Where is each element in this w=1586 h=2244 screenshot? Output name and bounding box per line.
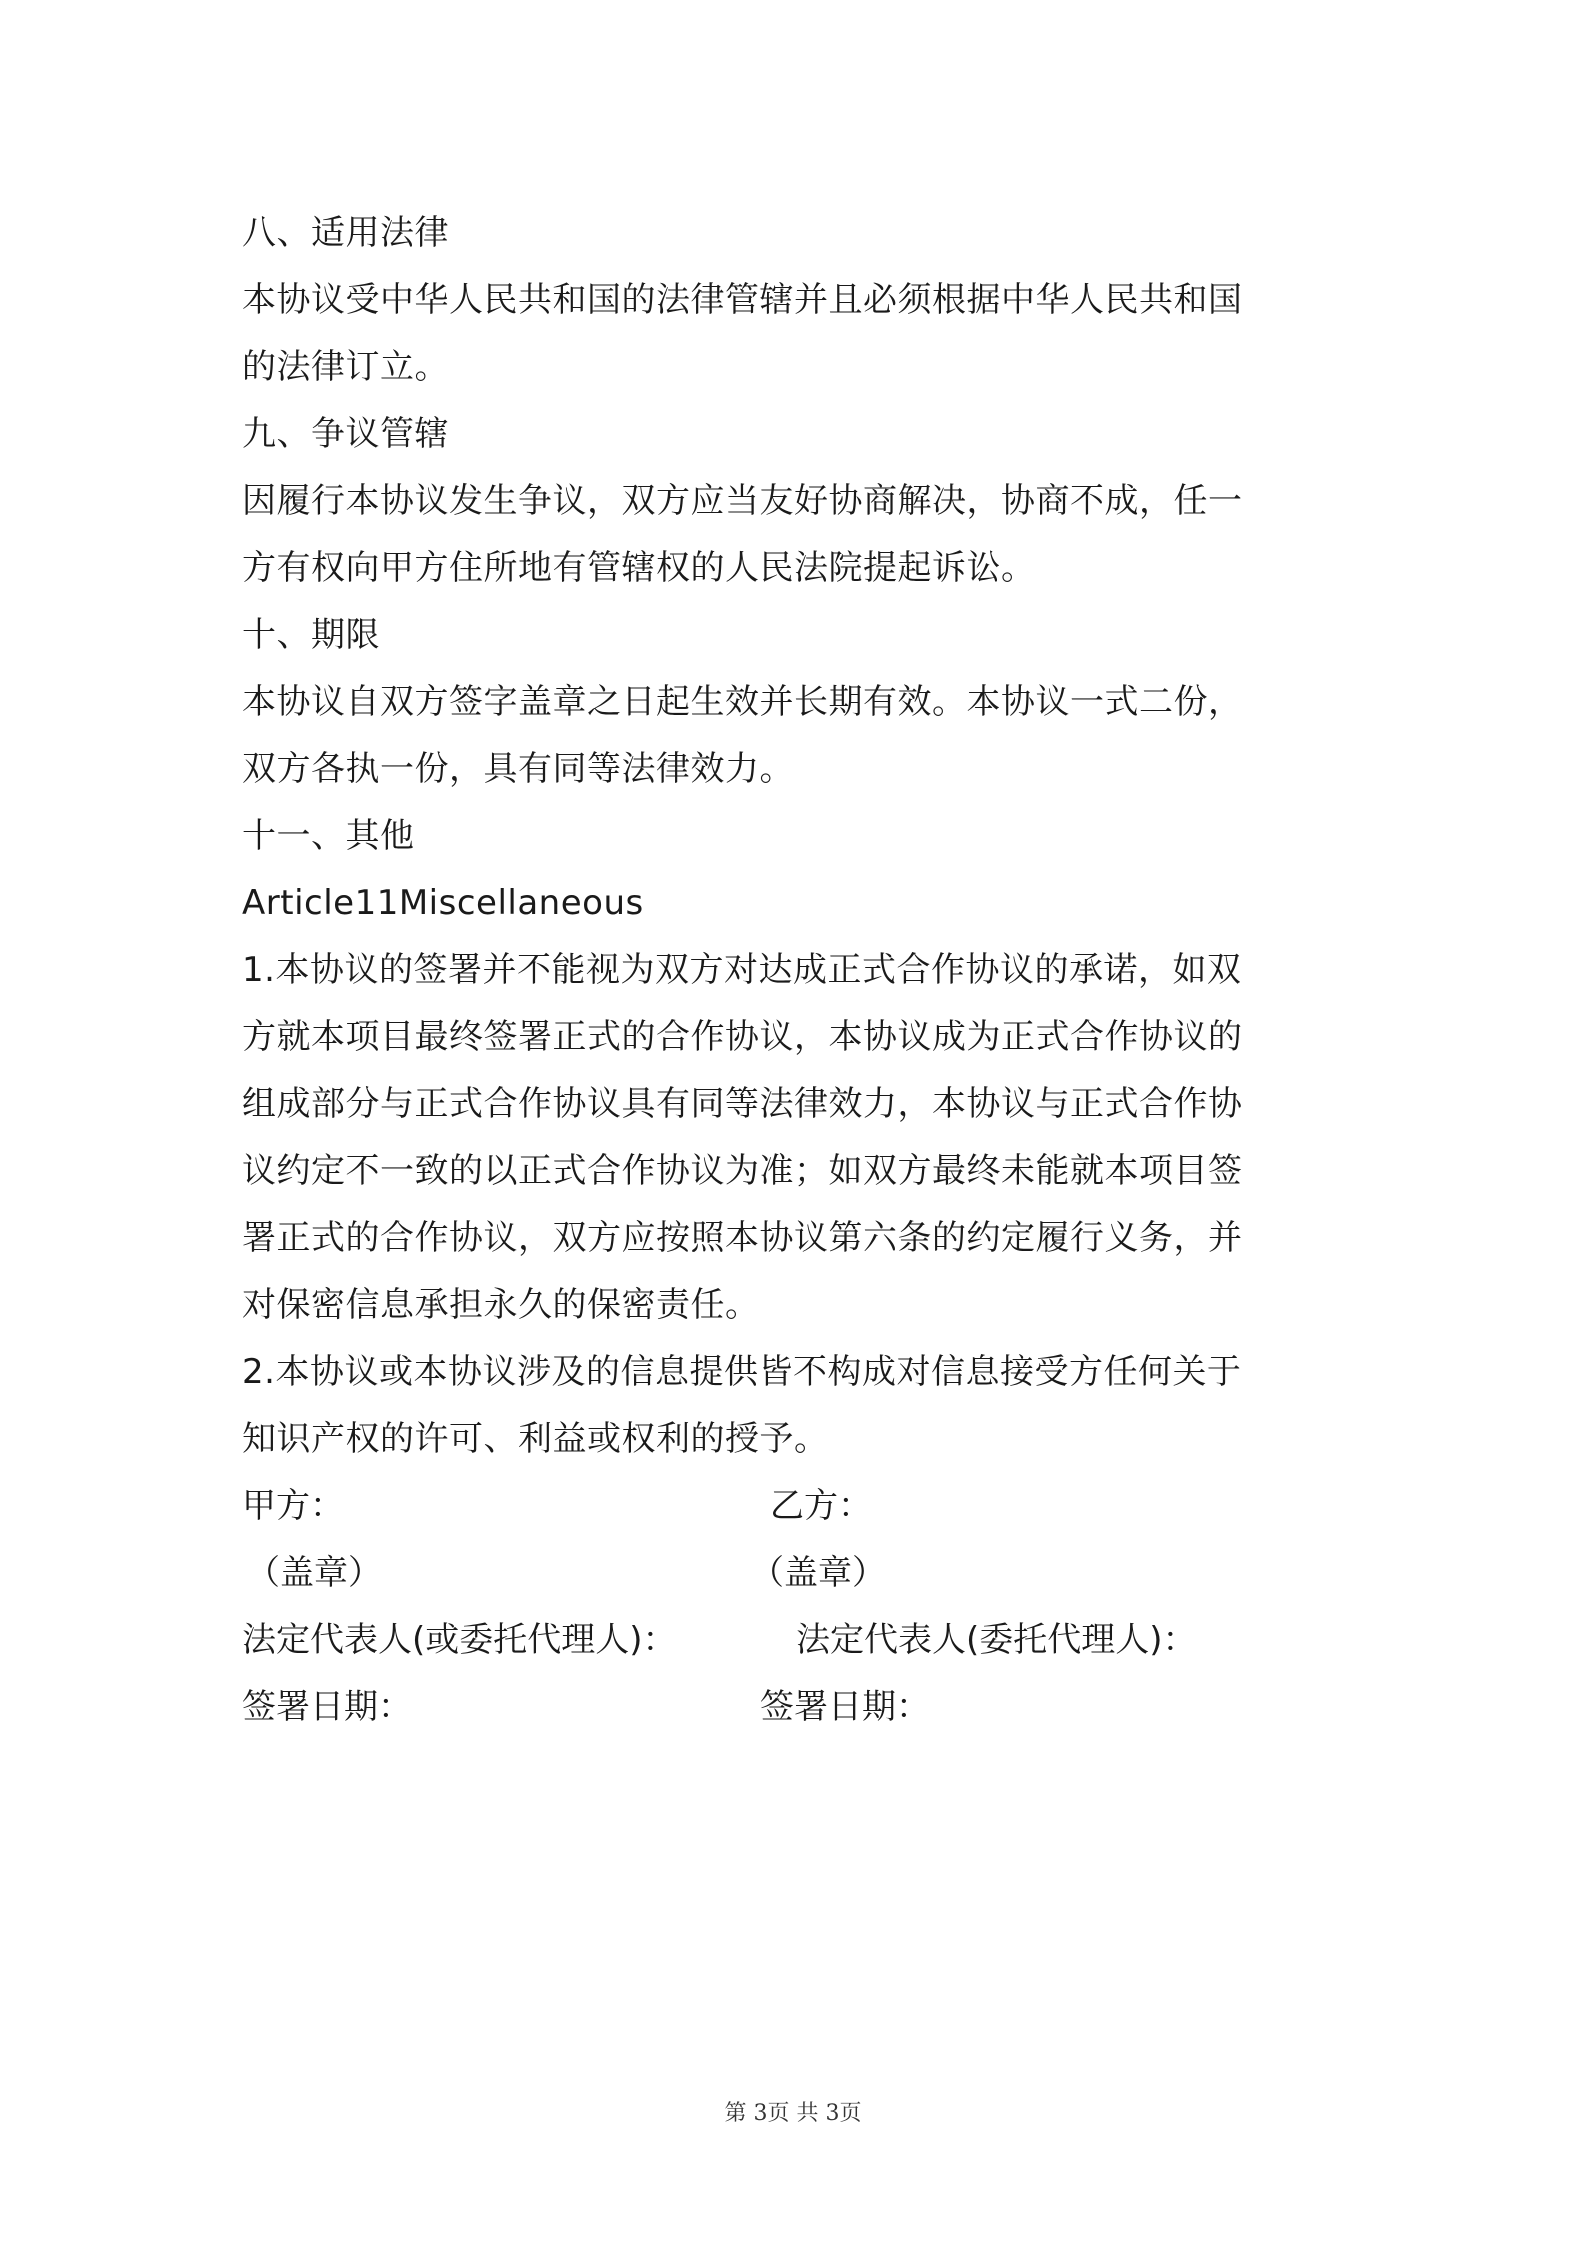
- party-a-sign-date: 签署日期：: [242, 1687, 412, 1727]
- paragraph-line: 对保密信息承担永久的保密责任。: [242, 1285, 760, 1325]
- party-a-seal: （盖章）: [246, 1553, 382, 1593]
- paragraph-line: 双方各执一份，具有同等法律效力。: [242, 749, 794, 789]
- paragraph-line: 组成部分与正式合作协议具有同等法律效力，本协议与正式合作协: [242, 1084, 1243, 1124]
- paragraph-line: 方有权向甲方住所地有管辖权的人民法院提起诉讼。: [242, 548, 1036, 588]
- paragraph-line: 的法律订立。: [242, 347, 449, 387]
- section-heading-miscellaneous: 十一、其他: [242, 816, 415, 856]
- document-body: [242, 200, 1342, 1741]
- signature-seal-row: [242, 1540, 1342, 1607]
- signature-representative-row: [242, 1607, 1342, 1674]
- signature-party-row: [242, 1473, 1342, 1540]
- paragraph-line: 本协议受中华人民共和国的法律管辖并且必须根据中华人民共和国: [242, 280, 1243, 320]
- section-heading-governing-law: 八、适用法律: [242, 213, 449, 253]
- paragraph-line: 本协议自双方签字盖章之日起生效并长期有效。本协议一式二份，: [242, 682, 1243, 722]
- paragraph-line: 议约定不一致的以正式合作协议为准；如双方最终未能就本项目签: [242, 1151, 1243, 1191]
- section-heading-term: 十、期限: [242, 615, 380, 655]
- section-heading-dispute: 九、争议管辖: [242, 414, 449, 454]
- party-a-representative: 法定代表人(或委托代理人)：: [242, 1620, 677, 1660]
- paragraph-line: 知识产权的许可、利益或权利的授予。: [242, 1419, 829, 1459]
- paragraph-line: 2.本协议或本协议涉及的信息提供皆不构成对信息接受方任何关于: [242, 1352, 1242, 1392]
- party-b-seal: （盖章）: [750, 1553, 886, 1593]
- english-subheading: Article11Miscellaneous: [242, 883, 644, 923]
- page-number-footer: 第 3页 共 3页: [724, 2101, 862, 2126]
- signature-date-row: [242, 1674, 1342, 1741]
- paragraph-line: 因履行本协议发生争议，双方应当友好协商解决，协商不成，任一: [242, 481, 1243, 521]
- paragraph-line: 方就本项目最终签署正式的合作协议，本协议成为正式合作协议的: [242, 1017, 1243, 1057]
- party-b-representative: 法定代表人(委托代理人)：: [796, 1620, 1197, 1660]
- paragraph-line: 1.本协议的签署并不能视为双方对达成正式合作协议的承诺，如双: [242, 950, 1242, 990]
- party-b-label: 乙方：: [770, 1486, 872, 1526]
- party-a-label: 甲方：: [242, 1486, 344, 1526]
- party-b-sign-date: 签署日期：: [760, 1687, 930, 1727]
- paragraph-line: 署正式的合作协议，双方应按照本协议第六条的约定履行义务，并: [242, 1218, 1243, 1258]
